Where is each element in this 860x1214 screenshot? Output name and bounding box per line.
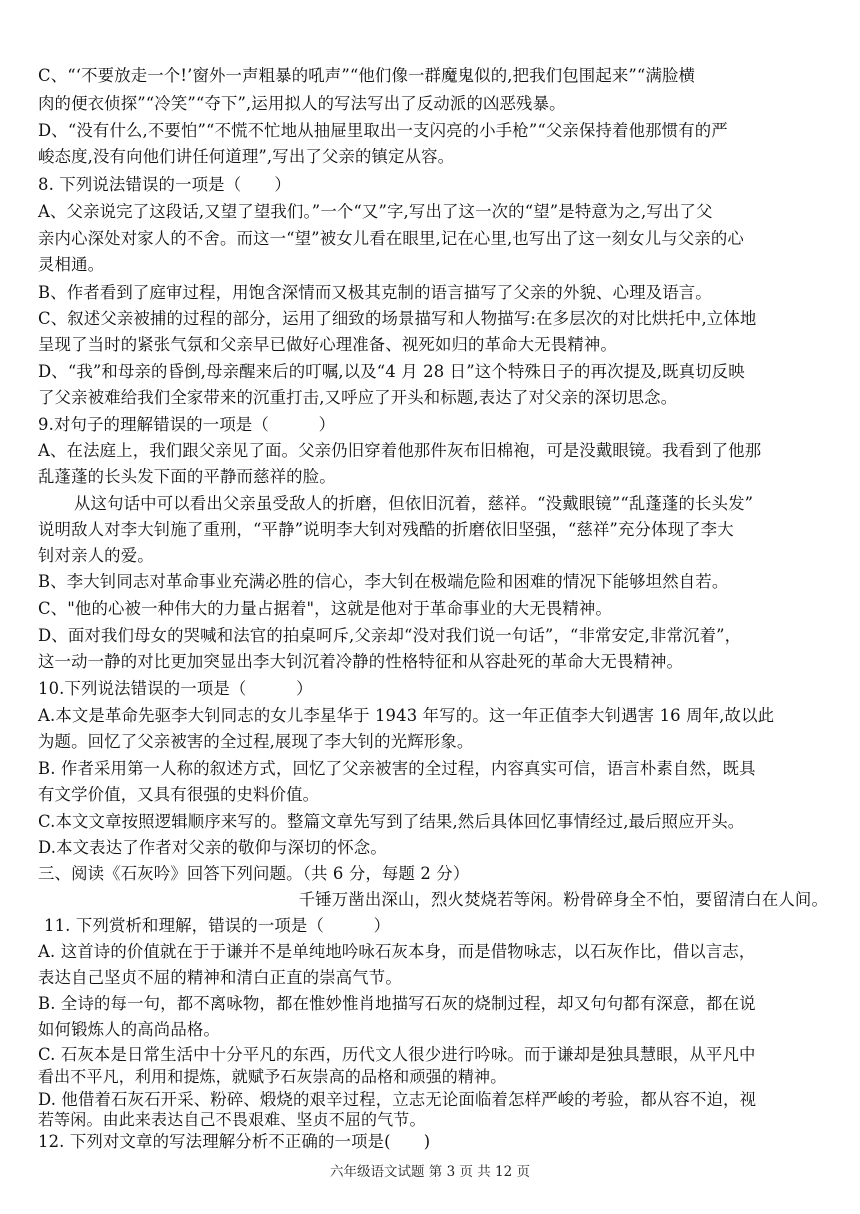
text-line: A.本文是革命先驱李大钊同志的女儿李星华于 1943 年写的。这一年正值李大钊遇害 16 周年,故以此 xyxy=(38,706,775,725)
text-line: 为题。回忆了父亲被害的全过程,展现了李大钊的光辉形象。 xyxy=(38,732,474,751)
text-line: 钊对亲人的爱。 xyxy=(38,546,154,565)
question-heading: 8. 下列说法错误的一项是（ ） xyxy=(38,175,291,194)
text-line: C.本文文章按照逻辑顺序来写的。整篇文章先写到了结果,然后具体回忆事情经过,最后照应开头。 xyxy=(38,812,745,831)
text-line: D、“我”和母亲的昏倒,母亲醒来后的叮嘱,以及“4 月 28 日”这个特殊日子的再次提及,既真切反映 xyxy=(38,362,745,381)
text-line: 看出不平凡，利用和提炼，就赋予石灰崇高的品格和顽强的精神。 xyxy=(38,1067,507,1086)
text-line: A、在法庭上，我们跟父亲见了面。父亲仍旧穿着他那件灰布旧棉袍，可是没戴眼镜。我看到了他那 xyxy=(38,441,762,460)
text-line: 有文学价值，又具有很强的史料价值。 xyxy=(38,785,320,804)
text-line: B. 全诗的每一句，都不离咏物，都在惟妙惟肖地描写石灰的烧制过程，却又句句都有深意，都在说 xyxy=(38,994,756,1013)
text-line: 了父亲被难给我们全家带来的沉重打击,又呼应了开头和标题,表达了对父亲的深切思念。 xyxy=(38,388,678,407)
text-line: D.本文表达了作者对父亲的敬仰与深切的怀念。 xyxy=(38,838,387,857)
text-line: D、“没有什么,不要怕”“不慌不忙地从抽屉里取出一支闪亮的小手枪”“父亲保持着他那惯有的严 xyxy=(38,121,728,140)
question-heading: 11. 下列赏析和理解，错误的一项是（ ） xyxy=(44,916,391,935)
text-line: 亲内心深处对家人的不舍。而这一“望”被女儿看在眼里,记在心里,也写出了这一刻女儿与父亲的心 xyxy=(38,229,744,248)
question-heading: 12. 下列对文章的写法理解分析不正确的一项是( ) xyxy=(38,1132,431,1151)
text-line: 若等闲。由此来表达自己不畏艰难、坚贞不屈的气节。 xyxy=(38,1110,426,1129)
text-line: C、“‘不要放走一个!’窗外一声粗暴的吼声”“他们像一群魔鬼似的,把我们包围起来”“满脸横 xyxy=(38,66,696,85)
section-heading: 三、阅读《石灰吟》回答下列问题。（共 6 分，每题 2 分） xyxy=(38,864,470,883)
text-line: 乱蓬蓬的长头发下面的平静而慈祥的脸。 xyxy=(38,467,336,486)
text-line: D、面对我们母女的哭喊和法官的拍桌呵斥,父亲却“没对我们说一句话”，“非常安定,非常沉着”， xyxy=(38,626,742,645)
text-line: C、叙述父亲被捕的过程的部分，运用了细致的场景描写和人物描写:在多层次的对比烘托中,立体地 xyxy=(38,309,757,328)
poem-line: 千锤万凿出深山，烈火焚烧若等闲。粉骨碎身全不怕，要留清白在人间。 xyxy=(298,890,828,909)
question-heading: 10.下列说法错误的一项是（ ） xyxy=(38,679,313,698)
text-line: A. 这首诗的价值就在于于谦并不是单纯地吟咏石灰本身，而是借物咏志，以石灰作比，借以言志， xyxy=(38,942,756,961)
text-line: C. 石灰本是日常生活中十分平凡的东西，历代文人很少进行吟咏。而于谦却是独具慧眼，从平凡中 xyxy=(38,1045,756,1064)
page-footer: 六年级语文试题 第 3 页 共 12 页 xyxy=(329,1164,530,1180)
text-line: 灵相通。 xyxy=(38,255,105,274)
text-line: 说明敌人对李大钊施了重刑，“平静”说明李大钊对残酷的折磨依旧坚强，“慈祥”充分体现了李大 xyxy=(38,520,734,539)
text-line: 表达自己坚贞不屈的精神和清白正直的崇高气节。 xyxy=(38,968,402,987)
text-line: 这一动一静的对比更加突显出李大钊沉着冷静的性格特征和从容赴死的革命大无畏精神。 xyxy=(38,652,684,671)
text-line: C、"他的心被一种伟大的力量占据着"，这就是他对于革命事业的大无畏精神。 xyxy=(38,599,612,618)
text-line: D. 他借着石灰石开采、粉碎、煅烧的艰辛过程，立志无论面临着怎样严峻的考验，都从容不迫，视 xyxy=(38,1090,757,1109)
question-heading: 9.对句子的理解错误的一项是（ ） xyxy=(38,415,336,434)
text-line: B. 作者采用第一人称的叙述方式，回忆了父亲被害的全过程，内容真实可信，语言朴素自然，既具 xyxy=(38,759,756,778)
text-line: 呈现了当时的紧张气氛和父亲早已做好心理准备、视死如归的革命大无畏精神。 xyxy=(38,335,617,354)
text-line: B、作者看到了庭审过程，用饱含深情而又极其克制的语言描写了父亲的外貌、心理及语言。 xyxy=(38,283,712,302)
text-line: 从这句话中可以看出父亲虽受敌人的折磨，但依旧沉着，慈祥。“没戴眼镜”“乱蓬蓬的长头发” xyxy=(74,494,754,513)
text-line: B、李大钊同志对革命事业充满必胜的信心，李大钊在极端危险和困难的情况下能够坦然自若。 xyxy=(38,572,729,591)
text-line: 峻态度,没有向他们讲任何道理”,写出了父亲的镇定从容。 xyxy=(38,147,455,166)
text-line: A、父亲说完了这段话,又望了望我们。”一个“又”字,写出了这一次的“望”是特意为之,写出了父 xyxy=(38,202,713,221)
text-line: 肉的便衣侦探”“冷笑”“夺下”,运用拟人的写法写出了反动派的凶恶残暴。 xyxy=(38,94,566,113)
text-line: 如何锻炼人的高尚品格。 xyxy=(38,1020,220,1039)
